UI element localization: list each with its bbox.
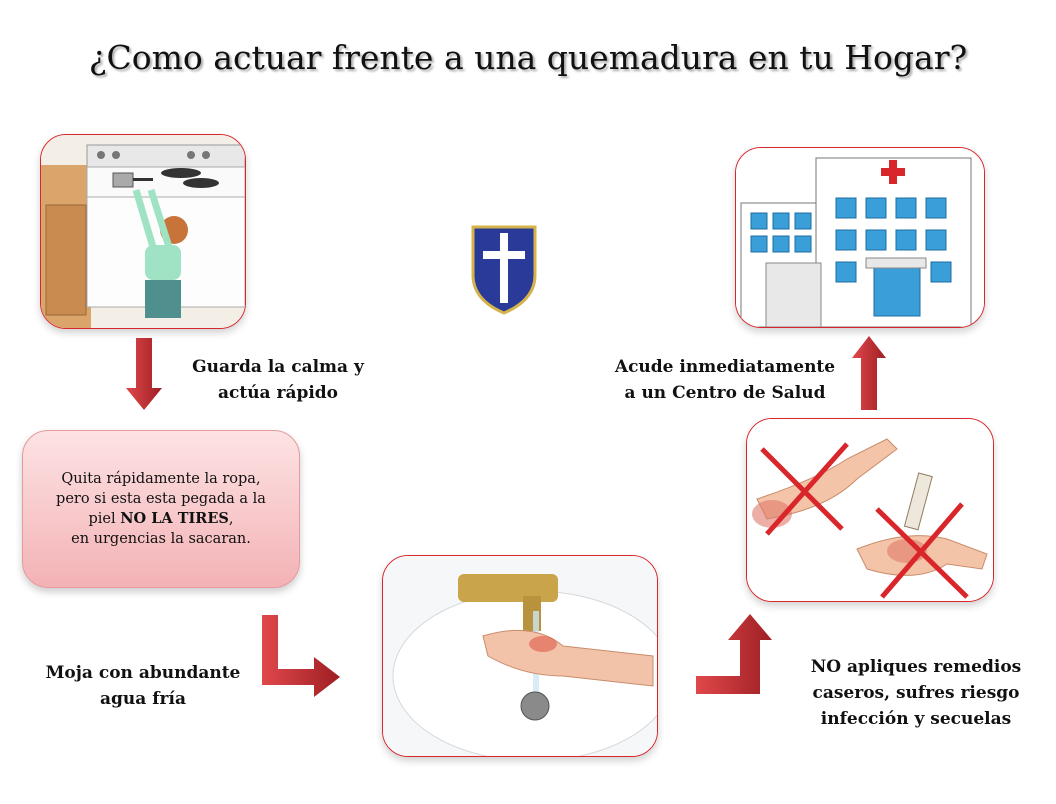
- clothes-warning: NO LA TIRES: [120, 510, 229, 527]
- remedies-line3: infección y secuelas: [820, 709, 1012, 729]
- calm-line2: actúa rápido: [217, 383, 339, 403]
- arrow-down-icon: [126, 338, 162, 412]
- page-title: ¿Como actuar frente a una quemadura en tu Hogar?: [88, 38, 968, 77]
- water-line2: agua fría: [100, 689, 186, 709]
- remedies-line2: caseros, sufres riesgo: [812, 683, 1020, 703]
- remedies-label: [796, 654, 1036, 732]
- arrow-down-right-icon: [262, 615, 342, 697]
- clothes-line1: Quita rápidamente la ropa,: [61, 471, 261, 487]
- clothes-line3-pre: piel: [88, 511, 121, 527]
- arrow-up-icon: [852, 336, 886, 410]
- clothes-line3-post: ,: [228, 511, 234, 527]
- clothes-line2: pero si esta esta pegada a la: [56, 491, 266, 507]
- remedies-card: [746, 418, 994, 602]
- arrow-right-up-icon: [696, 614, 774, 694]
- no-remedies-icon: [747, 419, 993, 601]
- remove-clothes-box: [22, 430, 300, 588]
- health-center-label: [600, 354, 850, 406]
- hospital-icon: [736, 148, 984, 327]
- health-line1: Acude inmediatamente: [614, 357, 836, 377]
- clothes-line4: en urgencias la sacaran.: [71, 531, 251, 547]
- health-line2: a un Centro de Salud: [624, 383, 826, 403]
- water-label: [30, 660, 256, 712]
- calm-label: [180, 354, 376, 406]
- stove-child-icon: [41, 135, 245, 328]
- shield-cross-icon: [471, 225, 537, 315]
- calm-line1: Guarda la calma y: [192, 357, 364, 377]
- hand-washing-card: [382, 555, 658, 757]
- water-line1: Moja con abundante: [45, 663, 241, 683]
- hand-washing-icon: [383, 556, 657, 756]
- hospital-card: [735, 147, 985, 328]
- stove-child-card: [40, 134, 246, 329]
- remedies-line1: NO apliques remedios: [810, 657, 1022, 677]
